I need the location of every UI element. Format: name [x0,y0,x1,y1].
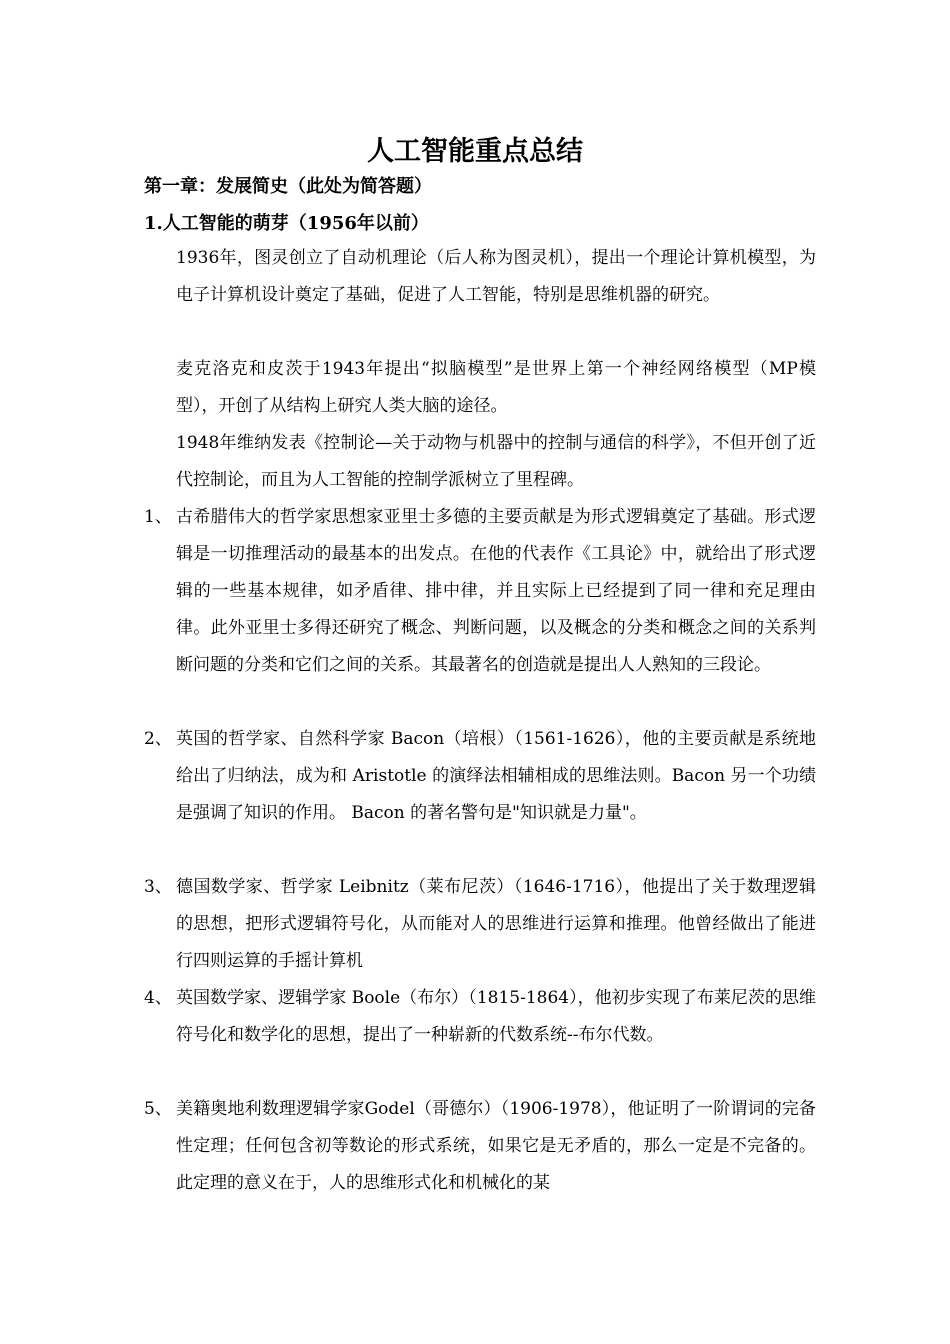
list-item-aristotle [144,499,816,684]
list-item-number: 4、 [144,988,172,1008]
list-item-boole [144,980,816,1054]
list-item-text: 英国的哲学家、自然科学家 Bacon（培根）（1561-1626），他的主要贡献是系统地给出了归纳法，成为和 Aristotle 的演绎法相辅相成的思维法则。Bacon 另一个功绩是强调了知识的作用。 Bacon 的著名警句是"知识就是力量"。 [176,729,816,823]
chapter-heading: 第一章：发展简史（此处为简答题） [144,176,432,197]
document-title: 人工智能重点总结 [367,136,583,167]
list-item-number: 1、 [144,507,172,527]
list-item-text: 古希腊伟大的哲学家思想家亚里士多德的主要贡献是为形式逻辑奠定了基础。形式逻辑是一切推理活动的最基本的出发点。在他的代表作《工具论》中，就给出了形式逻辑的一些基本规律，如矛盾律、排中律，并且实际上已经提到了同一律和充足理由律。此外亚里士多得还研究了概念、判断问题，以及概念的分类和概念之间的关系判断问题的分类和它们之间的关系。其最著名的创造就是提出人人熟知的三段论。 [176,507,816,675]
list-item-number: 2、 [144,729,172,749]
paragraph-mp-model: 麦克洛克和皮茨于1943年提出“拟脑模型”是世界上第一个神经网络模型（MP模型），开创了从结构上研究人类大脑的途径。 [176,359,816,416]
list-item-text: 英国数学家、逻辑学家 Boole（布尔）（1815-1864），他初步实现了布莱尼茨的思维符号化和数学化的思想，提出了一种崭新的代数系统--布尔代数。 [176,988,816,1045]
list-item-number: 3、 [144,877,172,897]
list-item-leibnitz [144,869,816,980]
list-item-text: 德国数学家、哲学家 Leibnitz（莱布尼茨）（1646-1716），他提出了关于数理逻辑的思想，把形式逻辑符号化，从而能对人的思维进行运算和推理。他曾经做出了能进行四则运算的手摇计算机 [176,877,816,971]
list-item-bacon [144,721,816,832]
paragraph-turing: 1936年，图灵创立了自动机理论（后人称为图灵机），提出一个理论计算机模型，为电子计算机设计奠定了基础，促进了人工智能，特别是思维机器的研究。 [176,248,816,305]
list-item-number: 5、 [144,1099,172,1119]
list-item-godel [144,1091,816,1202]
paragraph-wiener: 1948年维纳发表《控制论—关于动物与机器中的控制与通信的科学》，不但开创了近代控制论，而且为人工智能的控制学派树立了里程碑。 [176,433,816,490]
section-heading: 1.人工智能的萌芽（1956年以前） [144,213,429,234]
list-item-text: 美籍奥地利数理逻辑学家Godel（哥德尔）（1906-1978），他证明了一阶谓词的完备性定理；任何包含初等数论的形式系统，如果它是无矛盾的，那么一定是不完备的。此定理的意义在于，人的思维形式化和机械化的某 [176,1099,816,1193]
